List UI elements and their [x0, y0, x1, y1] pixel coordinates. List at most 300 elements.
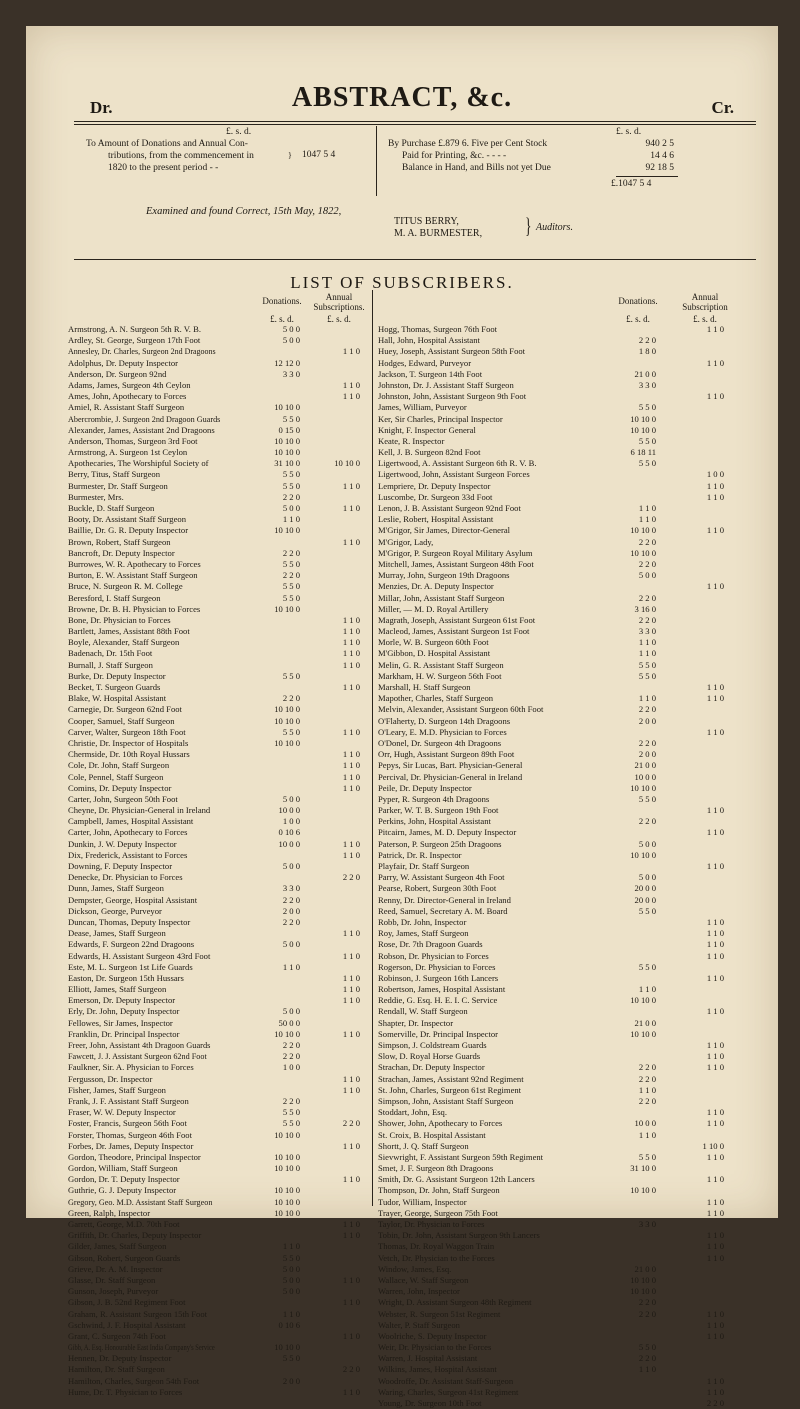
- subscriber-name: Mapother, Charles, Staff Surgeon: [378, 693, 494, 704]
- subscriber-name: Burnall, J. Staff Surgeon: [68, 659, 153, 670]
- donation-amount: 5 5 0: [638, 793, 656, 804]
- left-annual-header: Annual Subscriptions.: [313, 292, 365, 312]
- annual-amount: 1 1 0: [342, 648, 360, 659]
- examined-line: Examined and found Correct, 15th May, 1822,: [146, 206, 342, 217]
- subscriber-name: Booty, Dr. Assistant Staff Surgeon: [68, 514, 187, 525]
- donation-amount: 10 10 0: [274, 1151, 300, 1162]
- donation-amount: 2 0 0: [282, 1375, 300, 1386]
- subscriber-name: Sievwright, F. Assistant Surgeon 59th Regiment: [378, 1151, 544, 1162]
- annual-amount: 1 1 0: [342, 503, 360, 513]
- top-rule: [74, 121, 756, 122]
- subscriber-name: Hamilton, Charles, Surgeon 54th Foot: [68, 1375, 200, 1386]
- auditor-brace: }: [525, 213, 532, 238]
- donation-amount: 2 2 0: [282, 894, 300, 905]
- subscriber-name: Pyper, R. Surgeon 4th Dragoons: [378, 793, 490, 804]
- subscriber-row: [378, 749, 750, 760]
- donation-amount: 2 2 0: [638, 737, 656, 748]
- subscriber-name: Erly, Dr. John, Deputy Inspector: [68, 1006, 180, 1017]
- donation-amount: 10 10 0: [274, 1028, 300, 1039]
- donation-amount: 5 5 0: [638, 659, 656, 670]
- subscriber-row: [378, 436, 750, 447]
- annual-amount: 1 10 0: [702, 1140, 724, 1151]
- subscriber-row: [378, 1085, 750, 1096]
- annual-amount: 1 1 0: [342, 391, 360, 402]
- subscriber-row: [378, 827, 750, 838]
- right-subscriber-list: [378, 324, 750, 1409]
- subscriber-row: [378, 335, 750, 346]
- subscriber-row: [68, 962, 368, 973]
- subscriber-name: Carter, John, Apothecary to Forces: [68, 827, 188, 838]
- donation-amount: 5 0 0: [282, 861, 300, 871]
- subscriber-row: [68, 1018, 368, 1029]
- donation-amount: 10 10 0: [274, 447, 300, 458]
- subscriber-row: [378, 1219, 750, 1230]
- donation-amount: 2 2 0: [282, 693, 300, 704]
- subscriber-row: [378, 1130, 750, 1141]
- annual-amount: 1 1 0: [342, 626, 360, 637]
- subscriber-name: Dunkin, J. W. Deputy Inspector: [68, 838, 177, 849]
- subscriber-row: [378, 525, 750, 536]
- donation-amount: 1 8 0: [638, 346, 656, 357]
- annual-amount: 1 1 0: [706, 1330, 724, 1341]
- subscriber-name: Woolriche, S. Deputy Inspector: [378, 1330, 487, 1341]
- subscriber-name: Beresford, I. Staff Surgeon: [68, 592, 161, 603]
- subscriber-row: [68, 727, 368, 738]
- subscriber-name: Boyle, Alexander, Staff Surgeon: [68, 637, 180, 648]
- annual-amount: 1 1 0: [706, 861, 724, 871]
- subscriber-row: [68, 436, 368, 447]
- subscriber-name: Weir, Dr. Physician to the Forces: [378, 1342, 492, 1353]
- subscriber-name: Somerville, Dr. Principal Inspector: [378, 1028, 499, 1039]
- subscriber-row: [68, 570, 368, 581]
- subscriber-name: Robertson, James, Hospital Assistant: [378, 984, 506, 995]
- subscriber-row: [378, 324, 750, 335]
- subscriber-row: [378, 447, 750, 458]
- subscriber-row: [378, 917, 750, 928]
- annual-amount: 1 1 0: [706, 1252, 724, 1263]
- subscriber-row: [68, 637, 368, 648]
- subscriber-name: Badenach, Dr. 15th Foot: [68, 648, 153, 659]
- annual-amount: 1 1 0: [706, 525, 724, 536]
- annual-amount: 1 1 0: [342, 984, 360, 995]
- subscriber-row: [68, 1320, 368, 1331]
- subscriber-row: [68, 1163, 368, 1174]
- subscriber-name: Perkins, John, Hospital Assistant: [378, 816, 491, 827]
- subscriber-name: M'Grigor, Lady,: [378, 536, 434, 547]
- subscriber-name: Huey, Joseph, Assistant Surgeon 58th Foot: [378, 346, 526, 357]
- subscriber-name: O'Flaherty, D. Surgeon 14th Dragoons: [378, 715, 511, 726]
- subscriber-name: Melvin, Alexander, Assistant Surgeon 60th Foot: [378, 704, 544, 715]
- subscriber-name: Burmester, Mrs.: [68, 491, 124, 502]
- subscriber-row: [68, 346, 368, 357]
- donation-amount: 5 5 0: [282, 670, 300, 681]
- subscriber-name: Menzies, Dr. A. Deputy Inspector: [378, 581, 494, 592]
- subscriber-name: Hodges, Edward, Purveyor: [378, 357, 472, 368]
- annual-amount: 1 1 0: [342, 1330, 360, 1341]
- subscriber-row: [68, 1376, 368, 1387]
- subscriber-name: Buckle, D. Staff Surgeon: [68, 503, 155, 513]
- annual-amount: 1 0 0: [706, 469, 724, 480]
- annual-amount: 1 1 0: [342, 614, 360, 625]
- subscriber-name: Ligertwood, John, Assistant Surgeon Forces: [378, 469, 530, 480]
- annual-amount: 1 1 0: [342, 995, 360, 1006]
- subscriber-row: [378, 469, 750, 480]
- right-account-text: By Purchase £.879 6. Five per Cent Stock Paid for Printing, &c. - - - - Balance in Hand, and Bills not yet Due: [388, 139, 551, 173]
- subscriber-row: [68, 749, 368, 760]
- subscriber-row: [68, 872, 368, 883]
- subscriber-name: Gordon, William, Staff Surgeon: [68, 1163, 178, 1174]
- subscriber-name: Taylor, Dr. Physician to Forces: [378, 1219, 485, 1229]
- annual-amount: 1 1 0: [706, 1241, 724, 1252]
- subscriber-name: Burke, Dr. Deputy Inspector: [68, 670, 166, 681]
- subscriber-name: Rogerson, Dr. Physician to Forces: [378, 961, 496, 972]
- donation-amount: 3 3 0: [282, 368, 300, 379]
- subscriber-name: Gschwind, J. F. Hospital Assistant: [68, 1319, 186, 1330]
- subscriber-name: Alexander, James, Assistant 2nd Dragoons: [68, 424, 215, 435]
- left-donations-header: Donations.: [262, 296, 302, 306]
- annual-amount: 1 1 0: [706, 1006, 724, 1017]
- donation-amount: 3 3 0: [638, 379, 656, 390]
- account-divider: [376, 126, 377, 196]
- subscriber-name: Carter, John, Surgeon 50th Foot: [68, 793, 178, 804]
- donation-amount: 5 5 0: [282, 469, 300, 480]
- subscriber-row: [68, 783, 368, 794]
- subscriber-name: Dix, Frederick, Assistant to Forces: [68, 849, 188, 860]
- annual-amount: 1 1 0: [342, 972, 360, 983]
- document-page: [26, 26, 778, 1408]
- subscriber-row: [378, 581, 750, 592]
- annual-amount: 1 1 0: [706, 1207, 724, 1218]
- subscriber-row: [378, 514, 750, 525]
- subscriber-row: [68, 895, 368, 906]
- annual-amount: 1 1 0: [706, 1051, 724, 1062]
- section-rule: [74, 259, 756, 260]
- subscriber-row: [68, 1096, 368, 1107]
- annual-amount: 1 1 0: [342, 637, 360, 648]
- donation-amount: 5 5 0: [638, 905, 656, 916]
- donation-amount: 12 12 0: [274, 357, 300, 368]
- annual-amount: 1 1 0: [706, 682, 724, 692]
- donation-amount: 2 2 0: [638, 558, 656, 569]
- subscriber-name: Smet, J. F. Surgeon 8th Dragoons: [378, 1163, 494, 1174]
- subscriber-name: Freer, John, Assistant 4th Dragoon Guards: [68, 1040, 211, 1050]
- donation-amount: 5 5 0: [638, 1151, 656, 1162]
- subscriber-row: [378, 402, 750, 413]
- subscriber-row: [68, 1141, 368, 1152]
- subscriber-name: Gunson, Joseph, Purveyor: [68, 1286, 159, 1297]
- subscriber-name: Roy, James, Staff Surgeon: [378, 928, 469, 939]
- subscriber-name: Gibson, Robert, Surgeon Guards: [68, 1252, 181, 1263]
- annual-amount: 1 1 0: [342, 1230, 360, 1241]
- subscriber-row: [378, 648, 750, 659]
- subscriber-name: Armstrong, A. N. Surgeon 5th R. V. B.: [68, 324, 201, 334]
- subscriber-row: [378, 1230, 750, 1241]
- subscriber-name: Keate, R. Inspector: [378, 435, 445, 446]
- subscriber-row: [68, 917, 368, 928]
- subscriber-name: Slow, D. Royal Horse Guards: [378, 1051, 481, 1062]
- annual-amount: 2 2 0: [342, 1364, 360, 1375]
- donation-amount: 10 0 0: [634, 771, 656, 782]
- subscriber-name: Percival, Dr. Physician-General in Ireland: [378, 771, 523, 782]
- annual-amount: 2 2 0: [706, 1398, 724, 1408]
- subscriber-name: Luscombe, Dr. Surgeon 33d Foot: [378, 491, 493, 502]
- subscriber-name: Apothecaries, The Worshipful Society of: [68, 458, 209, 469]
- subscriber-row: [68, 1275, 368, 1286]
- subscriber-row: [68, 402, 368, 413]
- subscriber-row: [68, 615, 368, 626]
- annual-amount: 1 1 0: [342, 1174, 360, 1185]
- subscriber-row: [378, 794, 750, 805]
- donation-amount: 5 5 0: [282, 1118, 300, 1129]
- subscriber-row: [68, 850, 368, 861]
- subscriber-name: Guthrie, G. J. Deputy Inspector: [68, 1185, 177, 1196]
- subscriber-row: [68, 514, 368, 525]
- subscriber-name: James, William, Purveyor: [378, 402, 467, 413]
- subscriber-row: [68, 458, 368, 469]
- subscriber-row: [378, 1309, 750, 1320]
- subscriber-row: [378, 492, 750, 503]
- subscriber-row: [68, 951, 368, 962]
- annual-amount: 1 1 0: [706, 928, 724, 939]
- subscriber-name: Ligertwood, A. Assistant Surgeon 6th R. V. B.: [378, 458, 537, 469]
- donation-amount: 1 1 0: [282, 1241, 300, 1252]
- subscriber-row: [68, 525, 368, 536]
- annual-amount: 1 1 0: [706, 916, 724, 927]
- annual-amount: 1 1 0: [706, 805, 724, 816]
- subscriber-row: [378, 1275, 750, 1286]
- subscriber-name: Duncan, Thomas, Deputy Inspector: [68, 916, 191, 927]
- subscriber-row: [378, 1185, 750, 1196]
- subscriber-row: [68, 1230, 368, 1241]
- subscriber-name: Comins, Dr. Deputy Inspector: [68, 782, 172, 793]
- donation-amount: 2 2 0: [638, 816, 656, 827]
- donation-amount: 3 3 0: [638, 1219, 656, 1229]
- annual-amount: 1 1 0: [706, 950, 724, 961]
- subscriber-row: [378, 1297, 750, 1308]
- subscriber-row: [68, 648, 368, 659]
- subscriber-name: Downing, F. Deputy Inspector: [68, 861, 173, 871]
- donation-amount: 21 0 0: [634, 368, 656, 379]
- subscriber-name: Edwards, H. Assistant Surgeon 43rd Foot: [68, 950, 211, 961]
- annual-amount: 2 2 0: [342, 1118, 360, 1129]
- donation-amount: 5 5 0: [638, 402, 656, 413]
- subscriber-name: Gibb, A. Esq. Honourable East India Company's Service: [68, 1342, 215, 1353]
- subscriber-name: Easton, Dr. Surgeon 15th Hussars: [68, 972, 184, 983]
- subscriber-row: [378, 783, 750, 794]
- subscriber-name: Rendall, W. Staff Surgeon: [378, 1006, 468, 1017]
- subscriber-name: Gordon, Theodore, Principal Inspector: [68, 1151, 201, 1162]
- subscriber-row: [68, 1241, 368, 1252]
- subscriber-row: [378, 1387, 750, 1398]
- subscriber-name: Este, M. L. Surgeon 1st Life Guards: [68, 961, 193, 972]
- subscriber-row: [68, 1062, 368, 1073]
- donation-amount: 5 5 0: [282, 480, 300, 491]
- annual-amount: 1 1 0: [706, 324, 724, 334]
- donation-amount: 2 2 0: [638, 614, 656, 625]
- donation-amount: 50 0 0: [278, 1017, 300, 1028]
- subscriber-name: Pepys, Sir Lucas, Bart. Physician-General: [378, 760, 523, 771]
- donation-amount: 1 1 0: [282, 1308, 300, 1319]
- subscriber-row: [378, 772, 750, 783]
- subscriber-name: Grieve, Dr. A. M. Inspector: [68, 1263, 163, 1274]
- subscriber-name: O'Leary, E. M.D. Physician to Forces: [378, 726, 507, 737]
- subscriber-row: [378, 839, 750, 850]
- donation-amount: 10 10 0: [630, 525, 656, 536]
- subscriber-row: [68, 861, 368, 872]
- donation-amount: 2 2 0: [282, 1051, 300, 1062]
- subscriber-name: Grant, C. Surgeon 74th Foot: [68, 1330, 166, 1341]
- donation-amount: 2 2 0: [638, 1062, 656, 1073]
- annual-amount: 1 1 0: [342, 782, 360, 793]
- donation-amount: 5 0 0: [638, 872, 656, 883]
- list-divider: [372, 290, 373, 1206]
- subscriber-row: [378, 1040, 750, 1051]
- subscriber-name: O'Donel, Dr. Surgeon 4th Dragoons: [378, 737, 502, 748]
- annual-amount: 1 1 0: [706, 1151, 724, 1162]
- donation-amount: 2 2 0: [638, 1095, 656, 1106]
- subscriber-name: Webster, R. Surgeon 51st Regiment: [378, 1308, 501, 1319]
- left-lsd-label: £. s. d.: [226, 127, 252, 137]
- donation-amount: 2 2 0: [638, 536, 656, 547]
- donation-amount: 5 5 0: [282, 581, 300, 592]
- subscriber-name: Christie, Dr. Inspector of Hospitals: [68, 737, 189, 748]
- donation-amount: 10 10 0: [630, 1185, 656, 1196]
- subscriber-row: [378, 872, 750, 883]
- donation-amount: 21 0 0: [634, 760, 656, 771]
- annual-amount: 1 1 0: [706, 1375, 724, 1386]
- subscriber-row: [68, 335, 368, 346]
- subscriber-row: [68, 1219, 368, 1230]
- annual-amount: 1 1 0: [342, 928, 360, 939]
- subscriber-row: [378, 760, 750, 771]
- subscriber-name: Becket, T. Surgeon Guards: [68, 682, 161, 692]
- subscriber-name: Lempriere, Dr. Deputy Inspector: [378, 480, 491, 491]
- subscriber-name: Reddie, G. Esq. H. E. I. C. Service: [378, 995, 498, 1006]
- subscriber-row: [378, 1197, 750, 1208]
- subscriber-name: Trayer, George, Surgeon 75th Foot: [378, 1207, 498, 1218]
- donation-amount: 10 10 0: [630, 1028, 656, 1039]
- subscriber-name: Fawcett, J. J. Assistant Surgeon 62nd Foot: [68, 1051, 207, 1062]
- subscriber-name: Rose, Dr. 7th Dragoon Guards: [378, 939, 483, 950]
- donation-amount: 10 10 0: [274, 737, 300, 748]
- donation-amount: 10 10 0: [274, 435, 300, 446]
- subscriber-row: [68, 380, 368, 391]
- subscriber-row: [378, 548, 750, 559]
- subscriber-row: [68, 794, 368, 805]
- auditor-names: TITUS BERRY, M. A. BURMESTER,: [394, 216, 483, 239]
- donation-amount: 10 10 0: [274, 704, 300, 715]
- subscriber-row: [68, 1029, 368, 1040]
- subscriber-row: [378, 604, 750, 615]
- subscriber-name: Anderson, Thomas, Surgeon 3rd Foot: [68, 435, 198, 446]
- subscriber-row: [378, 537, 750, 548]
- credit-heading: Cr.: [711, 98, 734, 117]
- donation-amount: 5 0 0: [638, 570, 656, 581]
- subscriber-name: Stoddart, John, Esq.: [378, 1107, 447, 1118]
- subscriber-row: [68, 469, 368, 480]
- subscriber-row: [378, 1118, 750, 1129]
- annual-amount: 1 1 0: [342, 749, 360, 760]
- subscriber-name: Kell, J. B. Surgeon 82nd Foot: [378, 447, 481, 458]
- subscriber-row: [68, 1051, 368, 1062]
- subscriber-row: [378, 973, 750, 984]
- subscriber-row: [378, 1342, 750, 1353]
- donation-amount: 21 0 0: [634, 1263, 656, 1274]
- annual-amount: 1 1 0: [342, 1028, 360, 1039]
- annual-amount: 1 1 0: [706, 581, 724, 592]
- subscriber-row: [68, 682, 368, 693]
- brace: }: [288, 151, 292, 160]
- subscriber-row: [68, 1040, 368, 1051]
- donation-amount: 1 1 0: [638, 637, 656, 648]
- donation-amount: 5 0 0: [638, 838, 656, 849]
- subscriber-name: Browne, Dr. B. H. Physician to Forces: [68, 603, 201, 614]
- subscriber-row: [68, 503, 368, 514]
- donation-amount: 5 5 0: [638, 458, 656, 469]
- subscriber-row: [378, 951, 750, 962]
- subscriber-name: Annesley, Dr. Charles, Surgeon 2nd Dragoons: [68, 346, 216, 357]
- subscriber-row: [378, 1320, 750, 1331]
- subscriber-name: Melin, G. R. Assistant Staff Surgeon: [378, 659, 504, 670]
- subscriber-row: [378, 671, 750, 682]
- donation-amount: 5 5 0: [638, 435, 656, 446]
- subscriber-name: Anderson, Dr. Surgeon 92nd: [68, 368, 167, 379]
- annual-amount: 1 1 0: [706, 1196, 724, 1207]
- annual-amount: 1 1 0: [342, 346, 360, 357]
- annual-amount: 1 1 0: [342, 1274, 360, 1285]
- annual-amount: 1 1 0: [706, 1308, 724, 1319]
- donation-amount: 5 0 0: [282, 939, 300, 950]
- donation-amount: 10 0 0: [278, 838, 300, 849]
- annual-amount: 1 1 0: [342, 536, 360, 547]
- donation-amount: 10 10 0: [274, 1185, 300, 1196]
- subscriber-row: [378, 559, 750, 570]
- donation-amount: 31 10 0: [630, 1163, 656, 1174]
- subscriber-name: Vetch, Dr. Physician to the Forces: [378, 1252, 495, 1263]
- subscriber-row: [378, 816, 750, 827]
- subscriber-name: Chermside, Dr. 10th Royal Hussars: [68, 749, 190, 760]
- subscriber-row: [378, 1152, 750, 1163]
- annual-amount: 1 1 0: [706, 1319, 724, 1330]
- subscriber-row: [68, 1085, 368, 1096]
- subscriber-name: Smith, Dr. G. Assistant Surgeon 12th Lancers: [378, 1174, 535, 1185]
- donation-amount: 2 2 0: [638, 1308, 656, 1319]
- donation-amount: 10 10 0: [630, 413, 656, 424]
- donation-amount: 5 5 0: [282, 592, 300, 603]
- donation-amount: 2 2 0: [638, 1297, 656, 1308]
- donation-amount: 6 18 11: [630, 447, 656, 458]
- subscriber-row: [378, 1241, 750, 1252]
- donation-amount: 21 0 0: [634, 1017, 656, 1028]
- subscriber-row: [68, 1074, 368, 1085]
- subscriber-row: [378, 414, 750, 425]
- subscriber-row: [378, 1286, 750, 1297]
- total-rule: [616, 176, 678, 177]
- subscriber-name: Parry, W. Assistant Surgeon 4th Foot: [378, 872, 505, 883]
- subscriber-name: Garrett, George, M.D. 70th Foot: [68, 1219, 180, 1229]
- annual-amount: 1 1 0: [342, 726, 360, 737]
- donation-amount: 10 10 0: [274, 1163, 300, 1174]
- subscriber-row: [68, 995, 368, 1006]
- subscriber-row: [68, 1297, 368, 1308]
- subscriber-row: [68, 1107, 368, 1118]
- subscriber-row: [68, 1364, 368, 1375]
- subscriber-row: [378, 727, 750, 738]
- right-donations-lsd: £. s. d.: [626, 314, 650, 324]
- subscriber-name: Adolphus, Dr. Deputy Inspector: [68, 357, 179, 368]
- subscriber-name: Bone, Dr. Physician to Forces: [68, 614, 171, 625]
- auditors-label: Auditors.: [536, 222, 573, 233]
